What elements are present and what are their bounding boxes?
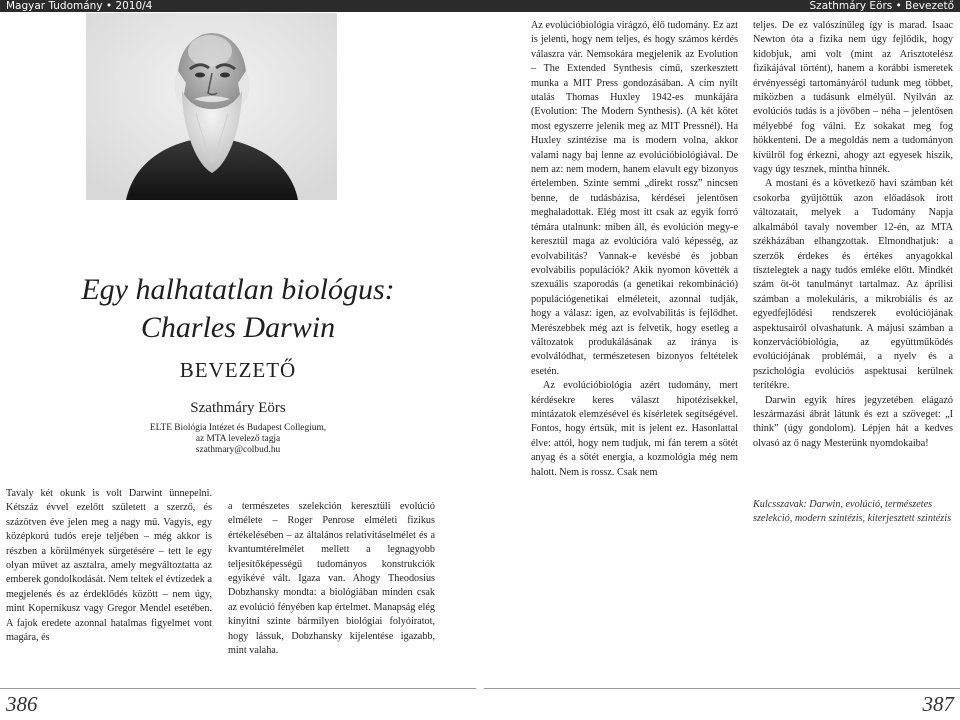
paragraph: Tavaly két okunk is volt Darwint ünnepelni. Kétszáz évvel ezelőtt született a szerző, és százötven éve jelen meg a nagy mű. Vagyis, egy középkorú tudós ereje teljében – még akkor is részben a körülmények sürgetésére – tett le egy olyan művet az asztalra, amely megváltoztatta az emberek gondolkodását. Nem teltek el évtizedek a megjelenés és az érdeklődés között – nem úgy, mint Kopernikusz vagy Gregor Mendel esetében. A fajok eredete azonnal hatalmas figyelmet vont magára, és xyxy=(6,488,212,644)
affiliation-line: ELTE Biológia Intézet és Budapest Collegium, xyxy=(149,423,327,433)
keywords: Kulcsszavak: Darwin, evolúció, természetes szelekció, modern szintézis, kiterjesztett szintézis xyxy=(753,499,952,525)
paragraph: Az evolúcióbiológia azért tudomány, mert kérdésekre keres választ hipotézisekkel, mintázatok elemzésével és kísérletek segítségével. Fontos, hogy értsük, mit is jelent ez. Hasonlattal élve: attól, hogy nem tudjuk, mi fán terem a sötét anyag és a sötét energia, a kozmológia még nem halott. Nem is rossz. Csak nem xyxy=(531,380,738,478)
running-header-right: Szathmáry Eörs • Bevezető xyxy=(480,0,960,12)
portrait-illustration xyxy=(86,13,337,200)
paragraph: a természetes szelekción keresztüli evolúció elmélete – Roger Penrose elméleti fizikus értékelésében – az általános relativitáselmélet és a kvantumtérelmélet mellett a legnagyobb teljesítőképességű tudományos konstrukciók egyikévé vált. Igaza van. Ahogy Theodosius Dobzhansky mondta: a biológiában minden csak az evolúció fényében kap értelmet. Manapság elég kinyitni szinte bármilyen biológiai folyóiratot, hogy lássuk, Dobzhansky kijelentése igazabb, mint valaha. xyxy=(228,501,435,657)
page-number-left: 386 xyxy=(6,692,38,716)
paragraph: Az evolúcióbiológia virágzó, élő tudomány. Ez azt is jelenti, hogy nem teljes, és hogy számos kérdés válaszra vár. Nemsokára megjelenik az Evolution – The Extended Synthesis című, szerkesztett munka a MIT Press gondozásában. A cím nyílt utalás Thomas Huxley 1942-es munkájára (Evolution: The Modern Synthesis). (A két kötet most egyszerre jelenik meg az MIT Pressnél). Ha Huxley szintézise ma is modern volna, akkor valami nagy baj lenne az evolúcióbiológiával. De nem az: nem modern, hanem elavult egy bizonyos értelemben. Szinte semmi „direkt rossz” nincsen benne, de tudásbázisa, kérdései jelentősen meghaladottak. Elég most itt csak az egyik forró témára utalnunk: miben áll, és evolúción megy-e keresztül maga az evolúcióra való képesség, az evolvabilitás? Vannak-e kevésbé és jobban evolvábilis populációk? Akik nyomon követték a szexuális szaporodás (a genetikai rekombináció) populációgenetikai elméleteit, azonnal tudják, hogy a válasz: igen, az evolvabilitás is fejlődhet. Merészebbek még azt is felvetik, hogy esetleg a változatok produkálásának az iránya is evolválódhat, természetesen bizonyos feltételek esetén. xyxy=(531,20,738,377)
paragraph: Darwin egyik híres jegyzetében elágazó leszármazási ábrát látunk és ezt a szöveget: „I think” (úgy gondolom). Lépjen hát a kedves olvasó az ő nagy Mesterünk nyomdokaiba! xyxy=(753,394,953,449)
article-title-line2: Charles Darwin xyxy=(140,311,336,344)
author-affiliation xyxy=(0,423,476,456)
section-heading: BEVEZETŐ xyxy=(179,358,297,382)
text-column-2 xyxy=(228,500,435,658)
paragraph: teljes. De ez valószínűleg így is marad. Isaac Newton óta a fizika nem úgy fejlődik, hogy kidobjuk, ami volt (mint az Arisztotelész fizikájával történt), hanem a korábbi ismeretek érvényességi tartományáról tudunk meg többet, miközben a tudásunk elmélyül. Nyilván az evolúciós tudás is a jövőben – néha – jelentősen mélyebbé fog válni. Ez sokakat meg fog hökkenteni. De a megoldás nem a tudományon kívülről fog érkezni, ahogy azt egyesek hiszik, vagy úgy tesznek, mintha hinnék. xyxy=(753,20,953,176)
text-column-4 xyxy=(753,19,953,451)
paragraph: A mostani és a következő havi számban két csokorba gyűjtöttük azon előadások írott változatait, melyek a Tudomány Napja alkalmából tavaly november 12-én, az MTA székházában elhangzottak. Elmondhatjuk: a szerzők érdekes és értékes anyagokkal tisztelegtek a nagy tudós emléke előtt. Mindkét szám öt-öt tanulmányt tartalmaz. Az áprilisi számban a molekuláris, a mikrobiális és az egyedfejlődési rendszerek evolúciójának aspektusairól olvashatunk. A májusi számban a konzervációbiológia, az együttműködés evolúciójának problémái, a nyelv és a pszichológia evolúciós aspektusai kerülnek terítékre. xyxy=(753,178,953,392)
author-email: szathmary@colbud.hu xyxy=(195,445,281,455)
article-title-line1: Egy halhatatlan biológus: xyxy=(81,273,395,306)
darwin-portrait xyxy=(86,13,337,200)
text-column-3 xyxy=(531,19,738,480)
page-number-right: 387 xyxy=(922,692,954,716)
footer-rule-right xyxy=(484,688,960,689)
footer-rule-left xyxy=(0,688,476,689)
text-column-1 xyxy=(6,487,212,645)
affiliation-line: az MTA levelező tagja xyxy=(195,434,281,444)
author-name: Szathmáry Eörs xyxy=(190,400,286,416)
running-header-left: Magyar Tudomány • 2010/4 xyxy=(0,0,484,12)
